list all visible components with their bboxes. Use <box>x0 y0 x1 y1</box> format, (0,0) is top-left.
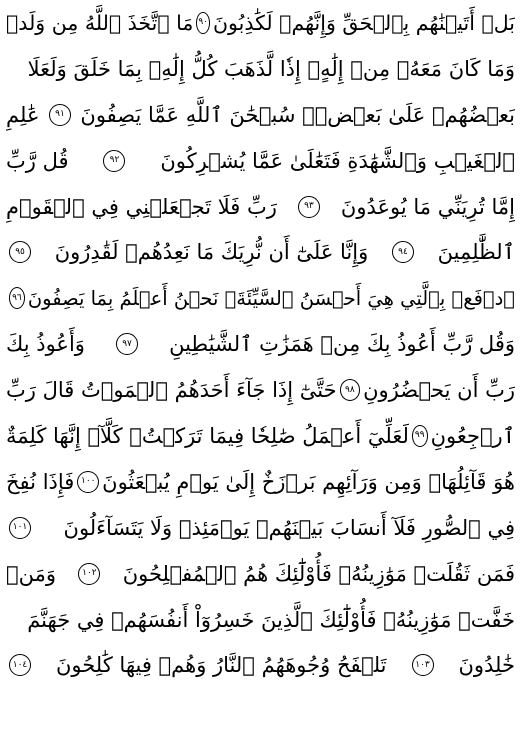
text-line-2 <box>6 46 515 92</box>
verse-text: فَإِذَا نُفِخَ <box>6 469 75 494</box>
verse-marker: ١٠١ <box>9 517 31 539</box>
verse-text: ٱلۡغَيۡبِ وَٱلشَّهَٰدَةِ فَتَعَٰلَىٰ عَمَّا يُشۡرِكُونَ <box>160 148 515 173</box>
text-line-14 <box>6 597 515 643</box>
verse-text: بَعۡضُهُمۡ عَلَىٰ بَعۡضٖۚ سُبۡحَٰنَ ٱللَّهِ عَمَّا يَصِفُونَ <box>80 102 515 127</box>
text-line-1 <box>6 0 515 46</box>
verse-text: حَتَّىٰٓ إِذَا جَآءَ أَحَدَهُمُ ٱلۡمَوۡتُ قَالَ رَبِّ <box>6 378 337 403</box>
verse-marker: ٩٠ <box>196 12 210 34</box>
text-line-6 <box>6 229 515 275</box>
verse-text: ٱلظَّٰلِمِينَ <box>437 240 515 265</box>
text-line-11 <box>6 459 515 505</box>
verse-text: لَعَلِّيٓ أَعۡمَلُ صَٰلِحٗا فِيمَا تَرَكۡتُۚ كَلَّآۚ إِنَّهَا كَلِمَةٌ <box>6 423 409 448</box>
text-line-5 <box>6 184 515 230</box>
verse-marker: ٩٦ <box>9 287 25 309</box>
text-line-10 <box>6 413 515 459</box>
verse-text: خَفَّتۡ مَوَٰزِينُهُۥ فَأُوْلَٰٓئِكَ ٱلَّذِينَ خَسِرُوٓاْ أَنفُسَهُمۡ فِي جَهَنَّمَ <box>27 607 515 632</box>
text-line-4 <box>6 138 515 184</box>
verse-marker: ٩٣ <box>298 196 320 218</box>
verse-marker: ٩٥ <box>9 241 31 263</box>
verse-text: فِي ٱلصُّورِ فَلَآ أَنسَابَ بَيۡنَهُمۡ يَوۡمَئِذٖ وَلَا يَتَسَآءَلُونَ <box>63 515 515 540</box>
verse-text: وَقُل رَّبِّ أَعُوذُ بِكَ مِنۡ هَمَزَٰتِ ٱلشَّيَٰطِينِ <box>169 332 515 357</box>
verse-text: إِمَّا تُرِيَنِّي مَا يُوعَدُونَ <box>340 194 515 219</box>
verse-text: وَمَا كَانَ مَعَهُۥ مِنۡ إِلَٰهٍۚ إِذٗا لَّذَهَبَ كُلُّ إِلَٰهِۭ بِمَا خَلَقَ وَلَعَلَا <box>27 56 515 81</box>
text-line-8 <box>6 321 515 367</box>
text-line-12 <box>6 505 515 551</box>
verse-marker: ٩٩ <box>412 425 428 447</box>
verse-text: قُل رَّبِّ <box>6 148 69 173</box>
verse-text: وَمَنۡ <box>6 561 56 586</box>
verse-text: ٱرۡجِعُونِ <box>430 423 515 448</box>
verse-marker: ١٠٣ <box>412 654 434 676</box>
verse-text: ٱدۡفَعۡ بِٱلَّتِي هِيَ أَحۡسَنُ ٱلسَّيِّئَةَۚ نَحۡنُ أَعۡلَمُ بِمَا يَصِفُونَ <box>27 286 515 310</box>
text-line-15 <box>6 642 515 688</box>
verse-marker: ٩٢ <box>103 150 125 172</box>
verse-text: بَلۡ أَتَيۡنَٰهُم بِٱلۡحَقِّ وَإِنَّهُمۡ لَكَٰذِبُونَ <box>212 10 515 35</box>
verse-marker: ٩٧ <box>116 333 138 355</box>
verse-marker: ١٠٢ <box>78 563 100 585</box>
verse-text: وَأَعُوذُ بِكَ <box>6 332 85 357</box>
verse-text: وَإِنَّا عَلَىٰٓ أَن نُّرِيَكَ مَا نَعِدُهُمۡ لَقَٰدِرُونَ <box>54 240 369 265</box>
verse-text: خَٰلِدُونَ <box>458 653 515 678</box>
verse-text: رَبِّ أَن يَحۡضُرُونِ <box>363 378 515 403</box>
verse-text: عَٰلِمِ <box>6 102 40 127</box>
verse-marker: ٩٨ <box>340 379 361 401</box>
text-line-7 <box>6 275 515 321</box>
verse-marker: ١٠٤ <box>9 654 31 676</box>
verse-marker: ١٠٠ <box>77 471 99 493</box>
verse-text: مَا ٱتَّخَذَ ٱللَّهُ مِن وَلَدٖ <box>6 10 194 35</box>
text-line-3 <box>6 92 515 138</box>
text-line-13 <box>6 551 515 597</box>
verse-text: تَلۡفَحُ وُجُوهَهُمُ ٱلنَّارُ وَهُمۡ فِيهَا كَٰلِحُونَ <box>55 653 387 678</box>
verse-text: رَبِّ فَلَا تَجۡعَلۡنِي فِي ٱلۡقَوۡمِ <box>6 194 277 219</box>
verse-text: فَمَن ثَقُلَتۡ مَوَٰزِينُهُۥ فَأُوْلَٰٓئِكَ هُمُ ٱلۡمُفۡلِحُونَ <box>122 561 515 586</box>
verse-marker: ٩١ <box>49 104 71 126</box>
text-line-9 <box>6 367 515 413</box>
verse-marker: ٩٤ <box>392 241 414 263</box>
verse-text: هُوَ قَآئِلُهَاۖ وَمِن وَرَآئِهِم بَرۡزَخٌ إِلَىٰ يَوۡمِ يُبۡعَثُونَ <box>102 469 515 494</box>
